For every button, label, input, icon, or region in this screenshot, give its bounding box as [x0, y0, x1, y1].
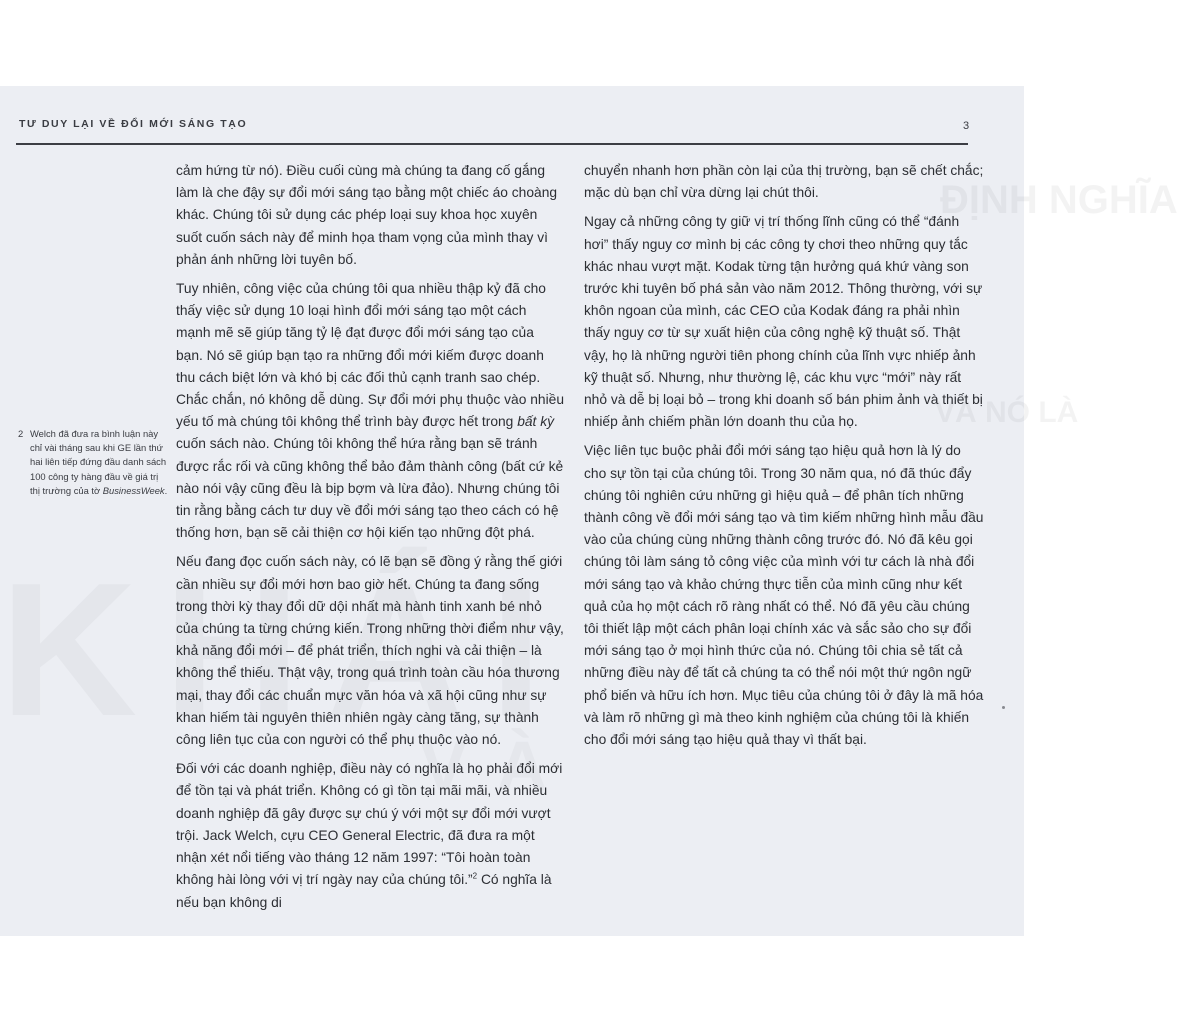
paragraph: Tuy nhiên, công việc của chúng tôi qua nhiều thập kỷ đã cho thấy việc sử dụng 10 loại hình đổi mới sáng tạo một cách mạnh mẽ sẽ giúp tăng tỷ lệ đạt được đổi mới sáng tạo của bạn. Nó sẽ giúp bạn tạo ra những đổi mới kiếm được doanh thu cách biệt lớn và khó bị các đối thủ cạnh tranh sao chép. Chắc chắn, nó không dễ dùng. Sự đổi mới phụ thuộc vào nhiều yếu tố mà chúng tôi không thể trình bày được hết trong bất kỳ cuốn sách nào. Chúng tôi không thể hứa rằng bạn sẽ tránh được rắc rối và cũng không thể bảo đảm thành công (bất cứ kẻ nào nói vậy cũng đều là bịp bợm và lừa đảo). Nhưng chúng tôi tin rằng bằng cách tư duy về đổi mới sáng tạo theo cách có hệ thống hơn, bạn sẽ cải thiện cơ hội kiến tạo những đột phá. [176, 281, 564, 541]
paragraph: chuyển nhanh hơn phần còn lại của thị trường, bạn sẽ chết chắc; mặc dù bạn chỉ vừa dừng lại chút thôi. [584, 163, 984, 201]
book-page [0, 86, 1178, 936]
show-through-text: ĐỊNH NGHĨA [940, 178, 1178, 222]
show-through-text: VÀ NÓ LÀ [935, 396, 1079, 429]
paragraph: Ngay cả những công ty giữ vị trí thống lĩnh cũng có thể “đánh hơi” thấy nguy cơ mình bị các công ty chơi theo những quy tắc khác nhau vượt mặt. Kodak từng tận hưởng quá khứ vàng son trước khi tuyên bố phá sản vào năm 2012. Thông thường, với sự khôn ngoan của mình, các CEO của Kodak đáng ra phải nhìn thấy nguy cơ từ sự xuất hiện của công nghệ kỹ thuật số. Thật vậy, họ là những người tiên phong chính của lĩnh vực nhiếp ảnh kỹ thuật số. Nhưng, như thường lệ, các khu vực “mới” này rất nhỏ và dễ bị loại bỏ – trong khi doanh số bán phim ảnh và thiết bị nhiếp ảnh chiếm phần lớn doanh thu của họ. [584, 214, 983, 430]
paragraph: Việc liên tục buộc phải đổi mới sáng tạo hiệu quả hơn là lý do cho sự tồn tại của chúng tôi. Trong 30 năm qua, nó đã thúc đẩy chúng tôi nghiên cứu những gì hiệu quả – để phân tích những thành công về đổi mới sáng tạo và tìm kiếm những hình mẫu đầu vào của chúng cùng những thành công trước đó. Nó đã kêu gọi chúng tôi làm sáng tỏ công việc của mình với tư cách là nhà đổi mới sáng tạo và khảo chứng thực tiễn của mình cũng như kết quả của họ một cách rõ ràng nhất có thể. Nó đã yêu cầu chúng tôi thiết lập một cách phân loại chính xác và sắc sảo cho sự đổi mới sáng tạo ở mọi hình thức của nó. Chúng tôi chia sẻ tất cả những điều này để tất cả chúng ta có thể nói một thứ ngôn ngữ phổ biến và hữu ích hơn. Mục tiêu của chúng tôi ở đây là mã hóa và làm rõ những gì mà theo kinh nghiệm của chúng tôi là khiến cho đổi mới sáng tạo hiệu quả thay vì thất bại. [584, 443, 984, 748]
paragraph: Đối với các doanh nghiệp, điều này có nghĩa là họ phải đổi mới để tồn tại và phát triển. Không có gì tồn tại mãi mãi, và nhiều doanh nghiệp đã gây được sự chú ý với một sự đổi mới vượt trội. Jack Welch, cựu CEO General Electric, đã đưa ra một nhận xét nổi tiếng vào tháng 12 năm 1997: “Tôi hoàn toàn không hài lòng với vị trí ngày nay của chúng tôi.”$^2$ Có nghĩa là nếu bạn không di [176, 761, 563, 910]
footnote-number: 2 [18, 428, 24, 439]
print-mark [1002, 706, 1005, 709]
header-rule [16, 143, 968, 145]
footnote-text: Welch đã đưa ra bình luận này chỉ vài tháng sau khi GE lần thứ hai liên tiếp đứng đầu danh sách 100 công ty hàng đầu về giá trị thị trường của tờ BusinessWeek. [30, 428, 168, 496]
footnote-reference: 2 [472, 871, 478, 881]
paragraph: Nếu đang đọc cuốn sách này, có lẽ bạn sẽ đồng ý rằng thế giới cần nhiều sự đổi mới hơn bao giờ hết. Chúng ta đang sống trong thời kỳ thay đổi dữ dội nhất mà hành tinh xanh bé nhỏ của chúng ta từng chứng kiến. Trong những thời điểm như vậy, khả năng đổi mới – để phát triển, thích nghi và cải thiện – là không thể thiếu. Thật vậy, trong quá trình toàn cầu hóa thương mại, thay đổi các chuẩn mực văn hóa và xã hội cũng như sự khan hiếm tài nguyên thiên nhiên ngày càng tăng, sự thành công liên tục của con người có thể phụ thuộc vào nó. [176, 554, 564, 748]
running-title: TƯ DUY LẠI VỀ ĐỔI MỚI SÁNG TẠO [19, 118, 248, 130]
right-column [584, 160, 984, 758]
footnote [18, 427, 168, 498]
paragraph: cảm hứng từ nó). Điều cuối cùng mà chúng ta đang cố gắng làm là che đậy sự đổi mới sáng tạo bằng một chiếc áo choàng khác. Chúng tôi sử dụng các phép loại suy khoa học xuyên suốt cuốn sách này để minh họa tham vọng của mình thay vì phản ánh những lời tuyên bố. [176, 163, 558, 267]
left-column [176, 160, 564, 921]
page-number: 3 [963, 120, 970, 132]
